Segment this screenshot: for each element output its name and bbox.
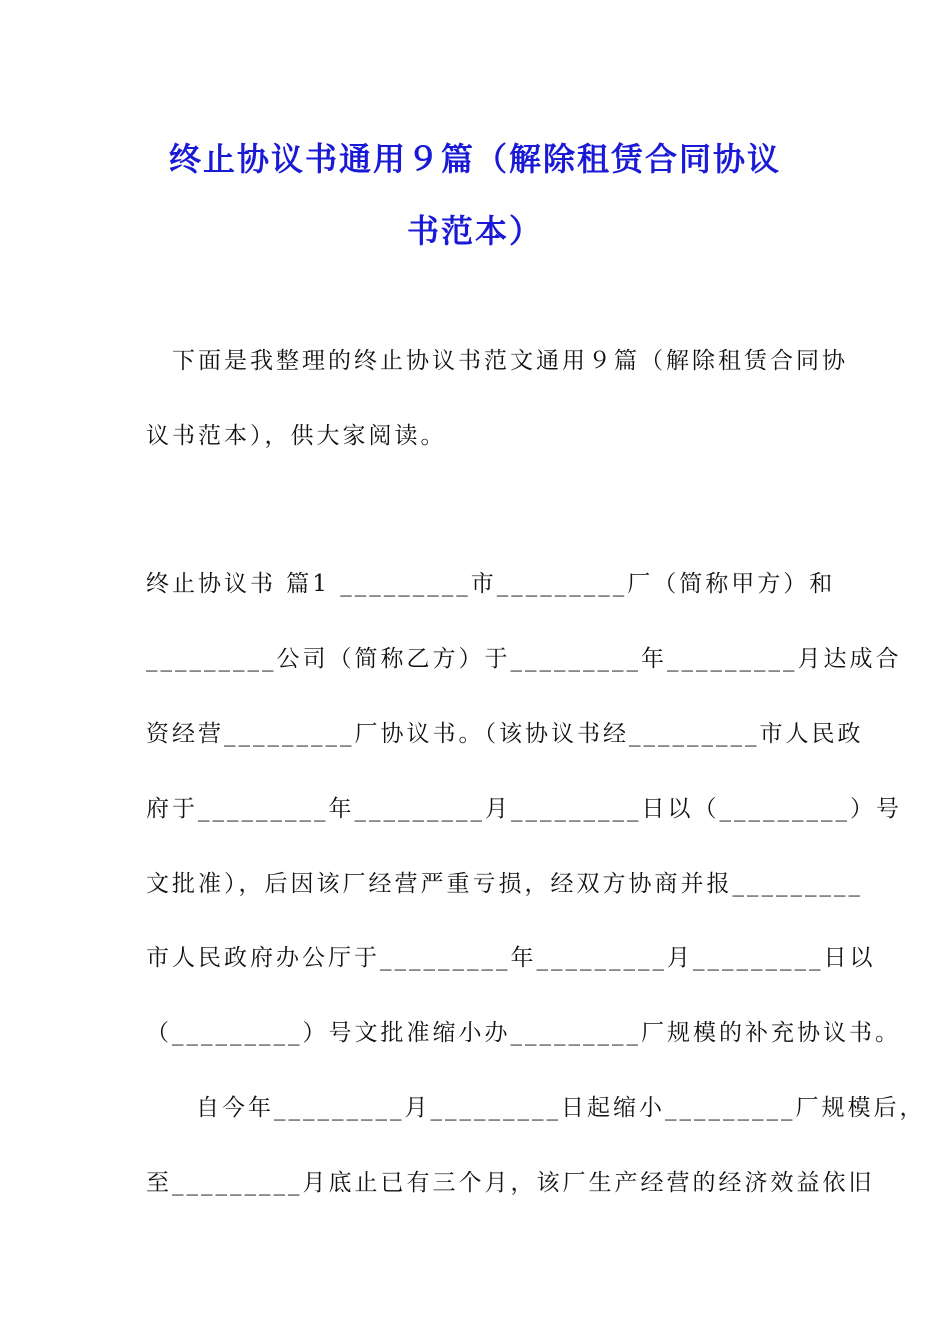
intro-paragraph-line-1: 下面是我整理的终止协议书范文通用９篇（解除租赁合同协 [172, 348, 848, 374]
body-line-5: 文批准），后因该厂经营严重亏损，经双方协商并报_________ [146, 871, 863, 897]
body-line-1: 终止协议书 篇1 _________市_________厂（简称甲方）和 [146, 571, 836, 597]
body-line-8: 自今年_________月_________日起缩小_________厂规模后， [196, 1095, 926, 1121]
body-line-7: （_________）号文批准缩小办_________厂规模的补充协议书。 [146, 1020, 901, 1046]
body-line-3: 资经营_________厂协议书。（该协议书经_________市人民政 [146, 721, 864, 747]
document-title-line-2: 书范本） [406, 212, 543, 250]
body-line-2: _________公司（简称乙方）于_________年_________月达成合 [146, 646, 902, 672]
body-line-9: 至_________月底止已有三个月，该厂生产经营的经济效益依旧 [146, 1170, 875, 1196]
intro-paragraph-line-2: 议书范本），供大家阅读。 [146, 423, 447, 449]
body-line-6: 市人民政府办公厅于_________年_________月_________日以 [146, 945, 876, 971]
body-line-4: 府于_________年_________月_________日以（_________）号 [146, 796, 902, 822]
document-title-line-1: 终止协议书通用９篇（解除租赁合同协议 [168, 140, 781, 178]
